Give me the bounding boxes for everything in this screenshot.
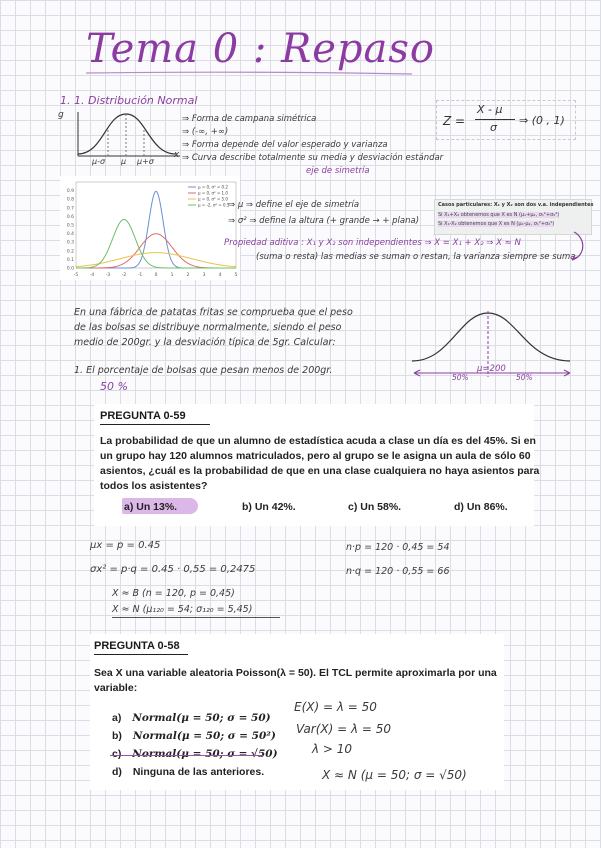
mu-description: ⇒ μ ⇒ define el eje de simetría [228,200,360,210]
work59-line-2: σx² = p·q = 0.45 · 0,55 = 0,2475 [90,564,256,575]
y-tick-label: 0.8 [66,197,74,203]
x-tick-label: -4 [89,273,95,278]
z-rhs: ⇒ (0 , 1) [519,114,565,127]
work58-line-3: λ > 10 [312,742,353,756]
x-tick-label: 2 [186,273,190,278]
y-axis-label: g [58,110,64,120]
property-4: ⇒ Curva describe totalmente su media y desviación estándar [182,153,444,163]
header-underline [100,424,210,425]
q58-a-text: Normal(μ = 50; σ = 50) [132,712,271,724]
bell-center-label: μ=200 [477,364,506,374]
q59-option-d: d) Un 86%. [454,501,508,513]
legend-label: μ = 0, σ² = 5.0 [198,196,228,202]
x-tick-label: 3 [202,273,206,278]
q58-b-text: Normal(μ = 50; σ = 50²) [132,730,276,742]
q59-option-b: b) Un 42%. [242,501,296,513]
x-tick-label: -2 [121,273,127,278]
section-heading: 1. 1. Distribución Normal [60,94,198,107]
q58-option-d [112,766,264,778]
tick-mu-minus-sigma: μ-σ [92,157,106,166]
legend-label: μ = 0, σ² = 0.2 [198,184,228,190]
curly-arrow-icon [568,230,588,264]
y-tick-label: 0.9 [66,189,74,195]
q58-a-label: a) [112,712,122,724]
property-2: ⇒ (-∞, +∞) [182,127,229,137]
work59-line-1: μx = p = 0.45 [90,540,161,551]
q58-c-text: Normal(μ = 50; σ = √50) [132,748,278,760]
property-3: ⇒ Forma depende del valor esperado y varianza [182,140,388,150]
y-tick-label: 0.3 [66,240,74,246]
answer-1: 50 % [100,380,128,393]
y-tick-label: 0.2 [66,249,74,255]
info-box-title: Casos particulares: X₁ y X₂ son dos v.a. independientes [438,202,594,208]
legend-label: μ = -2, σ² = 0.5 [198,202,230,208]
y-tick-label: 0.4 [66,232,74,238]
y-tick-label: 0.6 [66,214,74,220]
q59-line-1: La probabilidad de que un alumno de estadística acuda a clase un día es del 45%. Si en [100,435,536,447]
additive-property [224,238,521,248]
work58-line-1: E(X) = λ = 50 [294,700,377,714]
y-tick-label: 0.7 [66,206,74,212]
additive-line-2: (suma o resta) las medias se suman o restan, la varianza siempre se suma [256,252,576,262]
work59-underline [112,617,280,618]
work58-line-2: Var(X) = λ = 50 [296,722,392,736]
legend-label: μ = 0, σ² = 1.0 [198,190,228,196]
q58-c-label: c) [112,748,122,760]
q58-line-1: Sea X una variable aleatoria Poisson(λ = 50). El TCL permite aproximarla por una [94,667,497,679]
x-tick-label: -1 [137,273,143,278]
title-underline [84,70,414,76]
y-tick-label: 0.1 [66,257,74,263]
q58-b-label: b) [112,730,122,742]
y-tick-label: 0.0 [66,266,74,272]
work59-right-2: n·q = 120 · 0,55 = 66 [346,566,450,577]
q59-option-c: c) Un 58%. [348,501,402,513]
q58-line-2: variable: [94,682,138,694]
bell-curve-200 [410,305,600,387]
q59-line-3: asientos, ¿cuál es la probabilidad de que en una clase cualquiera no haya asientos para [100,465,540,477]
info-box-line-1: Si X₁+X₂ obtenemos que X es N (μ₁+μ₂, σ₁²+σ₂²) [438,212,560,218]
z-numerator: X - μ [477,103,503,116]
density-chart [60,176,240,280]
sigma-description: ⇒ σ² ⇒ define la altura (+ grande → + plana) [228,216,420,226]
q58-option-b [112,730,276,742]
question-card-59 [94,404,540,526]
q58-d-text: Ninguna de las anteriores. [132,766,265,778]
property-1: ⇒ Forma de campana simétrica [182,114,317,124]
problem-line-1: En una fábrica de patatas fritas se comprueba que el peso [74,307,353,318]
question-1: 1. El porcentaje de bolsas que pesan menos de 200gr. [74,365,333,376]
standardize-box [436,100,576,140]
header-underline-58 [94,654,188,655]
x-tick-label: 0 [154,273,158,278]
page-title: Tema 0 : Repaso [86,26,435,72]
q58-d-label: d) [112,766,122,778]
q59-line-4: todos los asistentes? [100,480,208,492]
z-lhs: Z = [443,114,466,128]
question-59-header: PREGUNTA 0-59 [100,410,186,422]
normal-curve-sketch [68,108,186,170]
axis-note: eje de simetría [306,166,370,176]
q59-line-2: un grupo hay 120 alumnos matriculados, pero al grupo se le asigna un aula de sólo 60 [100,450,531,462]
x-tick-label: 5 [234,273,238,278]
tick-mu-plus-sigma: μ+σ [137,157,154,166]
problem-line-3: medio de 200gr. y la desviación típica de 5gr. Calcular: [74,337,336,348]
x-tick-label: 1 [170,273,174,278]
info-box-line-2: Si X₁-X₂ obtenemos que X es N (μ₁-μ₂, σ₁²+σ₂²) [438,221,555,227]
bell-right-label: 50% [516,373,533,382]
fraction-bar [475,119,515,120]
work59-line-4: X ≈ N (μ₁₂₀ = 54; σ₁₂₀ = 5,45) [112,604,253,615]
x-tick-label: -5 [73,273,79,278]
q58-option-c [112,748,278,760]
x-axis-label: x [174,150,180,160]
question-58-text [94,666,497,696]
x-tick-label: -3 [105,273,111,278]
z-denominator: σ [490,121,497,134]
y-tick-label: 0.5 [66,223,74,229]
question-59-text [100,434,539,494]
q58-option-a [112,712,271,724]
tick-mu: μ [121,157,127,166]
question-58-header: PREGUNTA 0-58 [94,640,180,652]
work58-line-4: X ≈ N (μ = 50; σ = √50) [322,768,467,782]
x-tick-label: 4 [218,273,222,278]
bell-left-label: 50% [452,373,469,382]
problem-line-2: de las bolsas se distribuye normalmente, siendo el peso [74,322,342,333]
work59-right-1: n·p = 120 · 0,45 = 54 [346,542,450,553]
work59-line-3: X ≈ B (n = 120, p = 0,45) [112,588,235,599]
problem-statement [74,305,353,350]
additive-line-1: Propiedad aditiva : X₁ y X₂ son independientes ⇒ X = X₁ + X₂ ⇒ X ≈ N [224,238,521,248]
strike-line [110,755,264,756]
q59-option-a: a) Un 13%. [124,501,178,513]
